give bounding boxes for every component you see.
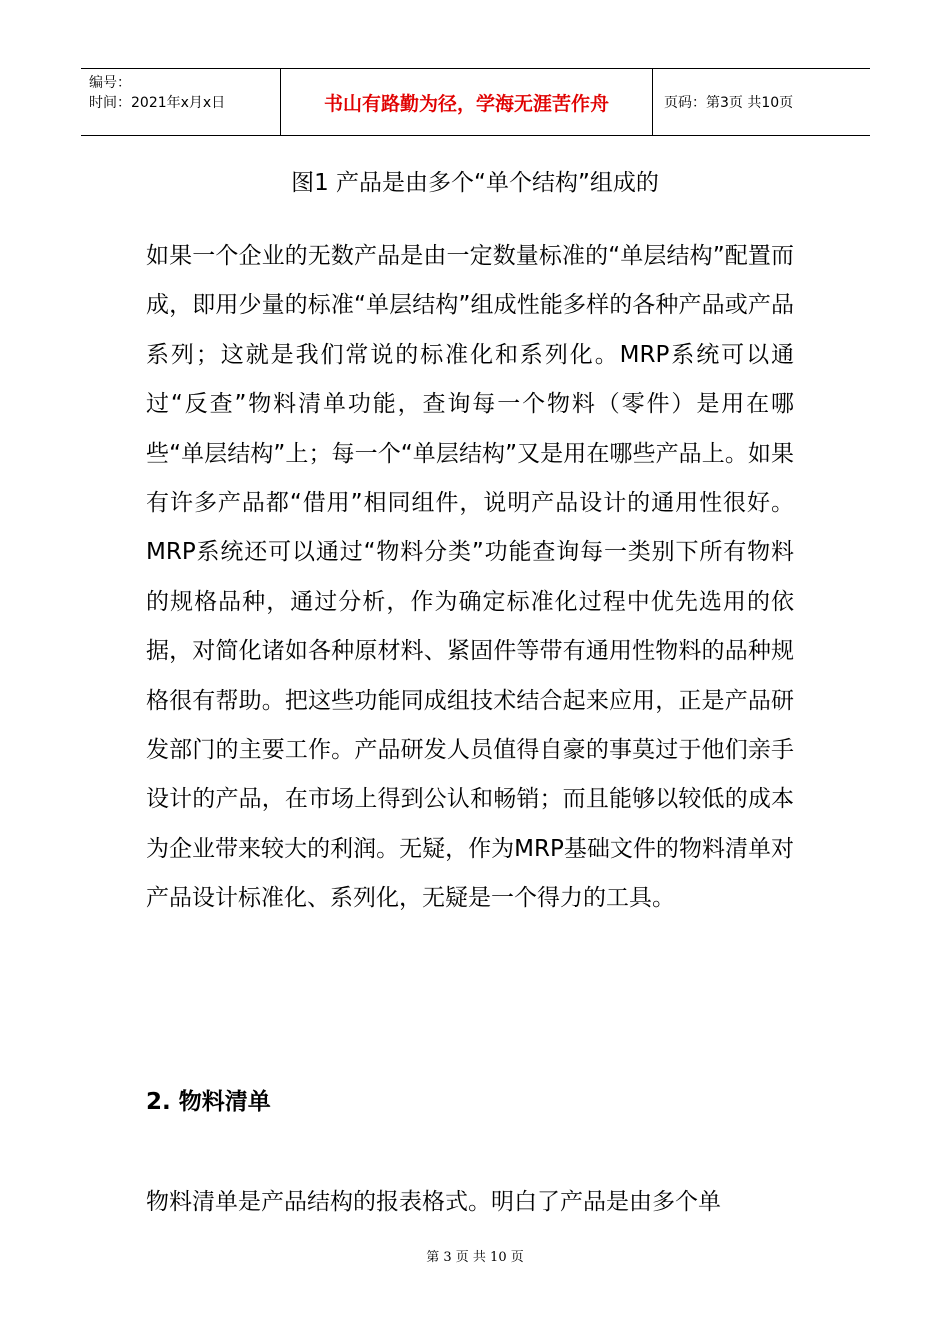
page-footer: 第 3 页 共 10 页 [426, 1250, 524, 1265]
header-divider [652, 69, 653, 135]
header-page-info: 页码：第3页 共10页 [664, 95, 794, 111]
document-date-label: 时间：2021年x月x日 [89, 95, 226, 111]
page-header [81, 68, 870, 136]
body-paragraph: 物料清单是产品结构的报表格式。明白了产品是由多个单 [146, 1189, 721, 1215]
header-meta [89, 73, 225, 113]
section-heading: 2. 物料清单 [146, 1089, 271, 1115]
document-number-label: 编号： [89, 75, 131, 91]
body-paragraph: 如果一个企业的无数产品是由一定数量标准的“单层结构”配置而成，即用少量的标准“单层结构”组成性能多样的各种产品或产品系列；这就是我们常说的标准化和系列化。MRP系统可以通过“反查”物料清单功能，查询每一个物料（零件）是用在哪些“单层结构”上；每一个“单层结构”又是用在哪些产品上。如果有许多产品都“借用”相同组件，说明产品设计的通用性很好。MRP系统还可以通过“物料分类”功能查询每一类别下所有物料的规格品种，通过分析，作为确定标准化过程中优先选用的依据，对简化诸如各种原材料、紧固件等带有通用性物料的品种规格很有帮助。把这些功能同成组技术结合起来应用，正是产品研发部门的主要工作。产品研发人员值得自豪的事莫过于他们亲手设计的产品，在市场上得到公认和畅销；而且能够以较低的成本为企业带来较大的利润。无疑，作为MRP基础文件的物料清单对产品设计标准化、系列化，无疑是一个得力的工具。 [146, 243, 794, 912]
header-motto: 书山有路勤为径，学海无涯苦作舟 [323, 92, 609, 115]
figure-caption: 图1 产品是由多个“单个结构”组成的 [291, 170, 659, 196]
